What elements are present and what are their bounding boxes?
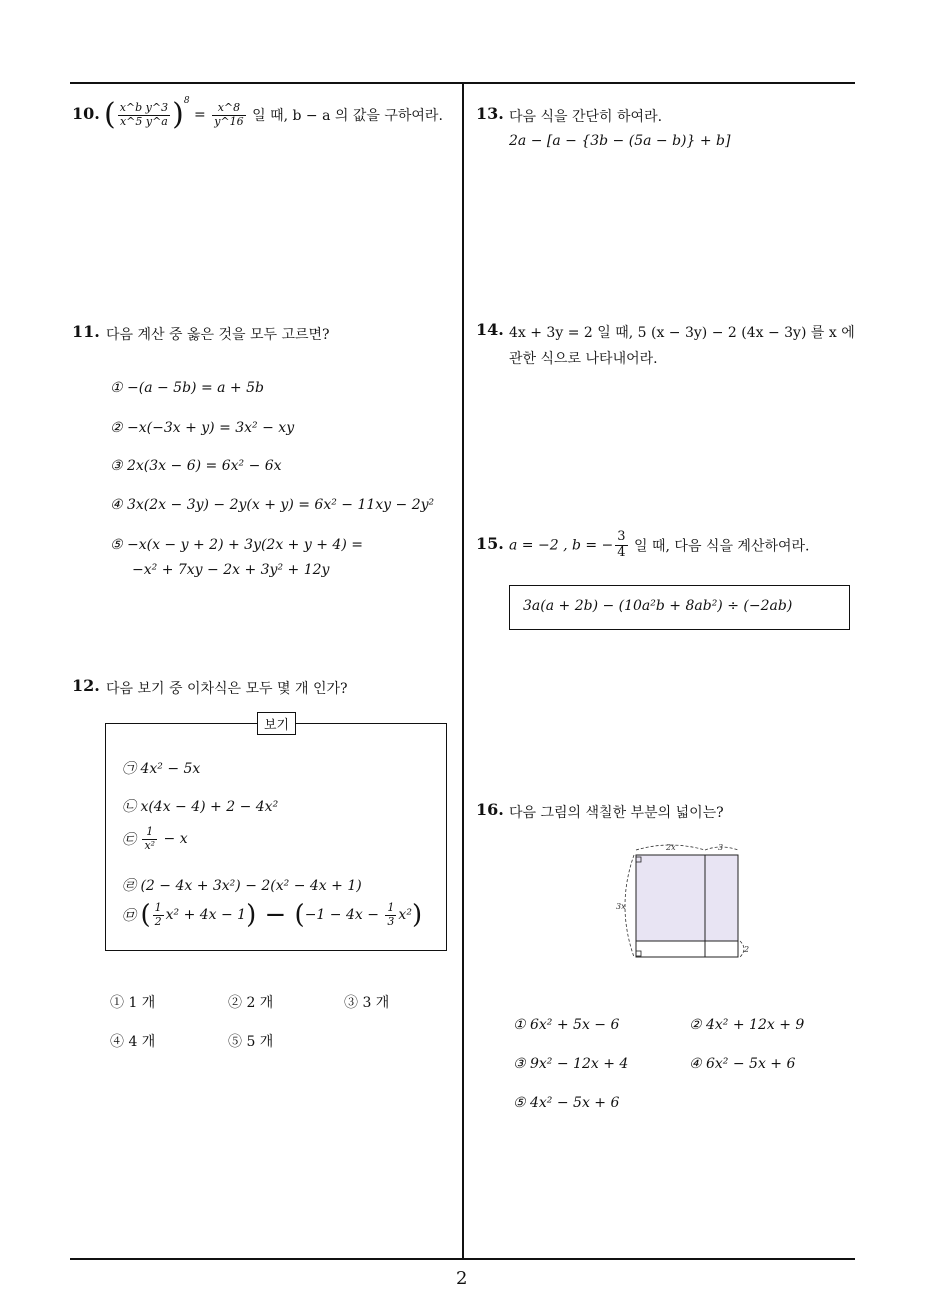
item-5-fraction-2: $\frac{1}{3}$ <box>387 901 395 928</box>
q12-choice-3[interactable]: ③ 3 개 <box>344 995 390 1011</box>
question-13-number: 13. <box>476 104 504 123</box>
shaded-region <box>636 855 738 941</box>
question-10-expression: ( $\frac{\text{x\textasciicircum{}b y\textasciicircum{}3}}{x\^{}5 y\^{}a}$ )$^8$ = $\frac{x\^{}8}{y\^{}16}$ 일 때, b − a 의 값을 구하여라. <box>104 96 443 132</box>
q10-rhs-fraction: $\frac{x\^{}8}{y\^{}16}$ <box>214 100 244 128</box>
left-paren: ( <box>104 97 116 132</box>
q16-choice-4[interactable]: ④ 6x² − 5x + 6 <box>689 1056 796 1072</box>
q11-option-4[interactable]: ④ 3x(2x − 3y) − 2y(x + y) = 6x² − 11xy − 2y² <box>110 497 435 513</box>
label-2: 2 <box>744 945 750 954</box>
page-number: 2 <box>456 1268 468 1289</box>
bottom-rule <box>70 1258 855 1260</box>
item-3-fraction: $\frac{1}{\text{x²}}$ <box>144 825 156 852</box>
example-item-5: ㉤ ( $\frac{1}{2}$ x² + 4x − 1) − (−1 − 4x − $\frac{1}{3}$ x²) <box>122 900 423 931</box>
question-14-line-1: 4x + 3y = 2 일 때, 5 (x − 3y) − 2 (4x − 3y) 를 x 에 <box>509 325 855 341</box>
q12-choice-1[interactable]: ① 1 개 <box>110 995 156 1011</box>
question-12-text: 다음 보기 중 이차식은 모두 몇 개 인가? <box>106 681 348 697</box>
area-figure <box>610 838 770 968</box>
question-15-text: a = −2 , b = − $\frac{3}{4}$ 일 때, 다음 식을 계산하여라. <box>509 529 810 560</box>
q11-option-3[interactable]: ③ 2x(3x − 6) = 6x² − 6x <box>110 458 282 474</box>
q11-option-5[interactable]: ⑤ −x(x − y + 2) + 3y(2x + y + 4) = <box>110 537 363 553</box>
question-12-number: 12. <box>72 676 100 695</box>
q12-choice-5[interactable]: ⑤ 5 개 <box>228 1034 274 1050</box>
label-3x: 3x <box>616 902 626 911</box>
q11-option-5-continued: −x² + 7xy − 2x + 3y² + 12y <box>132 562 330 578</box>
question-15-boxed-expression: 3a(a + 2b) − (10a²b + 8ab²) ÷ (−2ab) <box>523 598 793 614</box>
question-16-number: 16. <box>476 800 504 819</box>
q11-option-2[interactable]: ② −x(−3x + y) = 3x² − xy <box>110 420 295 436</box>
question-11-number: 11. <box>72 322 100 341</box>
question-14-line-2: 관한 식으로 나타내어라. <box>509 351 658 367</box>
question-10-text: 일 때, b − a 의 값을 구하여라. <box>252 108 443 124</box>
question-14-number: 14. <box>476 320 504 339</box>
example-item-3: ㉢ $\frac{1}{\text{x²}}$ − x <box>122 825 188 852</box>
label-3: 3 <box>718 843 724 852</box>
q12-choice-2[interactable]: ② 2 개 <box>228 995 274 1011</box>
example-item-2: ㉡ x(4x − 4) + 2 − 4x² <box>122 799 279 815</box>
example-item-4: ㉣ (2 − 4x + 3x²) − 2(x² − 4x + 1) <box>122 878 362 894</box>
right-paren: ) <box>172 97 184 132</box>
question-11-text: 다음 계산 중 옳은 것을 모두 고르면? <box>106 327 330 343</box>
q16-choice-2[interactable]: ② 4x² + 12x + 9 <box>689 1017 805 1033</box>
q10-fraction: $\frac{\text{x\textasciicircum{}b y\textasciicircum{}3}}{x\^{}5 y\^{}a}$ <box>119 100 169 128</box>
question-10-number: 10. <box>72 104 100 123</box>
q12-choice-4[interactable]: ④ 4 개 <box>110 1034 156 1050</box>
question-15-number: 15. <box>476 534 504 553</box>
question-13-expression: 2a − [a − {3b − (5a − b)} + b] <box>509 133 731 149</box>
question-16-text: 다음 그림의 색칠한 부분의 넓이는? <box>509 805 724 821</box>
item-5-fraction-1: $\frac{1}{2}$ <box>154 901 162 928</box>
example-item-1: ㉠ 4x² − 5x <box>122 761 201 777</box>
q10-exponent: 8 <box>183 96 190 106</box>
question-13-text: 다음 식을 간단히 하여라. <box>509 109 663 125</box>
column-divider <box>462 83 464 1258</box>
label-2x: 2x <box>666 843 676 852</box>
q16-choice-3[interactable]: ③ 9x² − 12x + 4 <box>513 1056 629 1072</box>
q11-option-1[interactable]: ① −(a − 5b) = a + 5b <box>110 380 264 396</box>
q16-choice-5[interactable]: ⑤ 4x² − 5x + 6 <box>513 1095 620 1111</box>
q16-choice-1[interactable]: ① 6x² + 5x − 6 <box>513 1017 620 1033</box>
q15-fraction: $\frac{3}{4}$ <box>617 529 626 560</box>
example-box-title: 보기 <box>257 712 296 735</box>
